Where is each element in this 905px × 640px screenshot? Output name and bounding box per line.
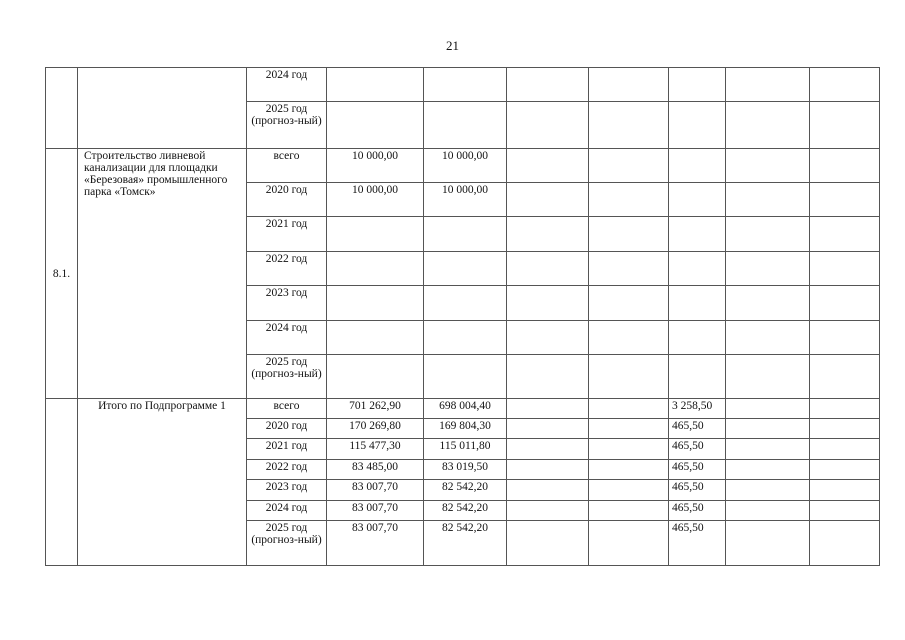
federal-cell [424, 355, 507, 399]
other-cell [669, 355, 726, 399]
other-cell: 3 258,50 [669, 399, 726, 419]
regional-cell [507, 68, 589, 102]
federal-cell: 10 000,00 [424, 183, 507, 217]
year-cell: всего [247, 399, 327, 419]
extra-cell [810, 439, 880, 460]
year-cell: 2021 год [247, 439, 327, 460]
regional-cell [507, 252, 589, 286]
federal-cell [424, 252, 507, 286]
extra-cell [810, 68, 880, 102]
local-cell [589, 321, 669, 355]
regional-cell [507, 102, 589, 149]
extra-cell [726, 355, 810, 399]
year-cell: 2025 год (прогноз-ный) [247, 102, 327, 149]
regional-cell [507, 439, 589, 460]
year-cell: 2024 год [247, 321, 327, 355]
regional-cell [507, 460, 589, 480]
year-cell: 2022 год [247, 252, 327, 286]
local-cell [589, 149, 669, 183]
federal-cell [424, 321, 507, 355]
federal-cell [424, 217, 507, 252]
total-cell: 10 000,00 [327, 149, 424, 183]
local-cell [589, 521, 669, 566]
year-cell: всего [247, 149, 327, 183]
federal-cell: 10 000,00 [424, 149, 507, 183]
local-cell [589, 399, 669, 419]
extra-cell [810, 217, 880, 252]
extra-cell [726, 521, 810, 566]
federal-cell: 82 542,20 [424, 521, 507, 566]
page-number: 21 [446, 38, 459, 53]
total-cell [327, 321, 424, 355]
local-cell [589, 501, 669, 521]
local-cell [589, 480, 669, 501]
table-row [46, 68, 880, 102]
regional-cell [507, 501, 589, 521]
year-cell: 2025 год (прогноз-ный) [247, 355, 327, 399]
federal-cell [424, 286, 507, 321]
other-cell [669, 68, 726, 102]
other-cell [669, 252, 726, 286]
total-cell: 701 262,90 [327, 399, 424, 419]
extra-cell [810, 252, 880, 286]
extra-cell [810, 321, 880, 355]
local-cell [589, 286, 669, 321]
regional-cell [507, 355, 589, 399]
row-number-cell [46, 399, 78, 566]
total-cell [327, 355, 424, 399]
other-cell: 465,50 [669, 501, 726, 521]
regional-cell [507, 399, 589, 419]
other-cell [669, 286, 726, 321]
federal-cell: 82 542,20 [424, 501, 507, 521]
extra-cell [726, 419, 810, 439]
other-cell [669, 102, 726, 149]
extra-cell [810, 183, 880, 217]
row-number-cell: 8.1. [46, 149, 78, 399]
measure-title-cell [78, 68, 247, 149]
extra-cell [810, 102, 880, 149]
other-cell [669, 183, 726, 217]
extra-cell [810, 419, 880, 439]
extra-cell [810, 521, 880, 566]
subtotal-title-cell: Итого по Подпрограмме 1 [78, 399, 247, 566]
local-cell [589, 252, 669, 286]
year-cell: 2024 год [247, 501, 327, 521]
extra-cell [726, 217, 810, 252]
total-cell: 83 485,00 [327, 460, 424, 480]
total-cell [327, 68, 424, 102]
extra-cell [726, 321, 810, 355]
extra-cell [726, 102, 810, 149]
extra-cell [726, 183, 810, 217]
extra-cell [726, 399, 810, 419]
extra-cell [726, 149, 810, 183]
federal-cell: 82 542,20 [424, 480, 507, 501]
year-cell: 2020 год [247, 183, 327, 217]
total-cell [327, 286, 424, 321]
other-cell: 465,50 [669, 439, 726, 460]
extra-cell [810, 355, 880, 399]
regional-cell [507, 286, 589, 321]
other-cell: 465,50 [669, 521, 726, 566]
extra-cell [726, 460, 810, 480]
year-cell: 2023 год [247, 480, 327, 501]
other-cell [669, 321, 726, 355]
extra-cell [726, 501, 810, 521]
extra-cell [810, 286, 880, 321]
extra-cell [726, 252, 810, 286]
local-cell [589, 355, 669, 399]
extra-cell [726, 68, 810, 102]
federal-cell [424, 102, 507, 149]
year-cell: 2022 год [247, 460, 327, 480]
local-cell [589, 102, 669, 149]
extra-cell [810, 149, 880, 183]
federal-cell: 83 019,50 [424, 460, 507, 480]
other-cell: 465,50 [669, 480, 726, 501]
local-cell [589, 460, 669, 480]
local-cell [589, 68, 669, 102]
regional-cell [507, 183, 589, 217]
total-cell [327, 217, 424, 252]
federal-cell: 115 011,80 [424, 439, 507, 460]
other-cell: 465,50 [669, 419, 726, 439]
extra-cell [726, 480, 810, 501]
total-cell [327, 252, 424, 286]
measure-title-cell: Строительство ливневой канализации для площадки «Березовая» промышленного парка «Томск» [78, 149, 247, 399]
extra-cell [810, 480, 880, 501]
regional-cell [507, 521, 589, 566]
local-cell [589, 419, 669, 439]
regional-cell [507, 480, 589, 501]
other-cell [669, 149, 726, 183]
other-cell: 465,50 [669, 460, 726, 480]
extra-cell [810, 501, 880, 521]
regional-cell [507, 149, 589, 183]
local-cell [589, 439, 669, 460]
total-cell: 83 007,70 [327, 480, 424, 501]
local-cell [589, 183, 669, 217]
federal-cell: 169 804,30 [424, 419, 507, 439]
total-cell: 10 000,00 [327, 183, 424, 217]
total-cell [327, 102, 424, 149]
table-row [46, 399, 880, 419]
extra-cell [726, 439, 810, 460]
table-row [46, 149, 880, 183]
total-cell: 83 007,70 [327, 521, 424, 566]
regional-cell [507, 419, 589, 439]
row-number-cell [46, 68, 78, 149]
year-cell: 2023 год [247, 286, 327, 321]
total-cell: 115 477,30 [327, 439, 424, 460]
extra-cell [810, 460, 880, 480]
regional-cell [507, 321, 589, 355]
total-cell: 83 007,70 [327, 501, 424, 521]
local-cell [589, 217, 669, 252]
regional-cell [507, 217, 589, 252]
other-cell [669, 217, 726, 252]
year-cell: 2021 год [247, 217, 327, 252]
budget-table [45, 67, 880, 566]
extra-cell [726, 286, 810, 321]
year-cell: 2025 год (прогноз-ный) [247, 521, 327, 566]
year-cell: 2020 год [247, 419, 327, 439]
extra-cell [810, 399, 880, 419]
year-cell: 2024 год [247, 68, 327, 102]
federal-cell: 698 004,40 [424, 399, 507, 419]
federal-cell [424, 68, 507, 102]
total-cell: 170 269,80 [327, 419, 424, 439]
